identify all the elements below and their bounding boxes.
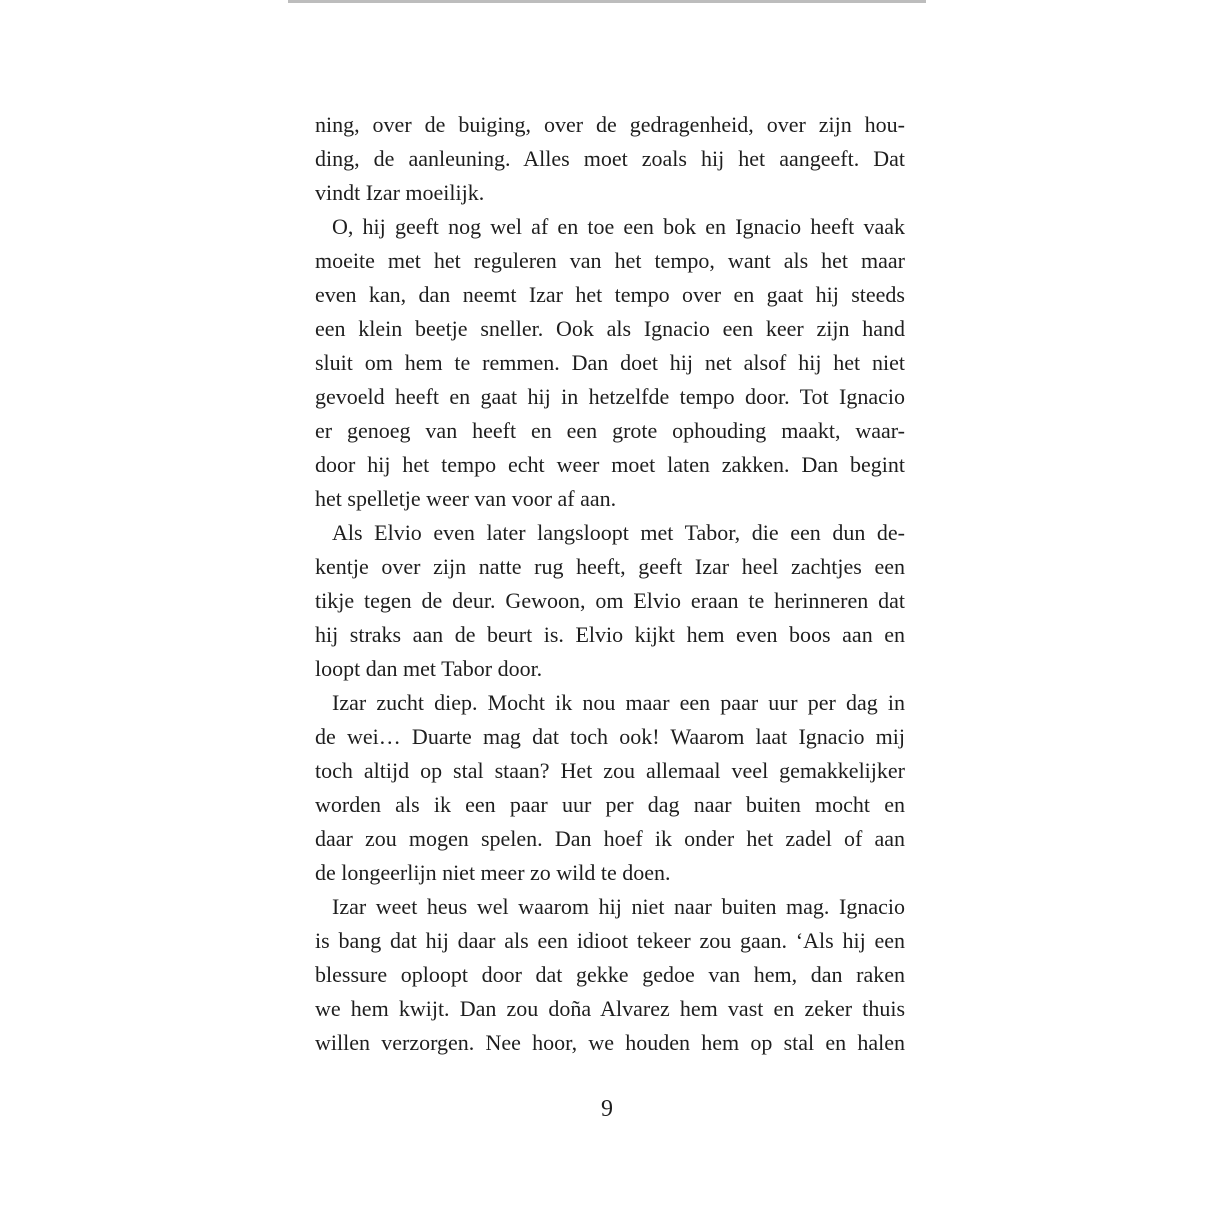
text-line: hij straks aan de beurt is. Elvio kijkt hem even boos aan en [315, 622, 905, 647]
text-line: toch altijd op stal staan? Het zou allemaal veel gemakkelijker [315, 758, 905, 783]
text-line: we hem kwijt. Dan zou doña Alvarez hem vast en zeker thuis [315, 996, 905, 1021]
text-line: is bang dat hij daar als een idioot tekeer zou gaan. ‘Als hij een [315, 928, 905, 953]
text-line: een klein beetje sneller. Ook als Ignacio een keer zijn hand [315, 316, 905, 341]
text-line: vindt Izar moeilijk. [315, 180, 485, 205]
text-line: loopt dan met Tabor door. [315, 656, 543, 681]
text-line: worden als ik een paar uur per dag naar buiten mocht en [315, 792, 905, 817]
text-line: kentje over zijn natte rug heeft, geeft Izar heel zachtjes een [315, 554, 905, 579]
text-line: de wei… Duarte mag dat toch ook! Waarom laat Ignacio mij [315, 724, 905, 749]
text-line: willen verzorgen. Nee hoor, we houden hem op stal en halen [315, 1030, 905, 1055]
text-line: er genoeg van heeft en een grote ophouding maakt, waar- [315, 418, 905, 443]
text-line: gevoeld heeft en gaat hij in hetzelfde tempo door. Tot Ignacio [315, 384, 905, 409]
page-number: 9 [601, 1096, 613, 1122]
text-line: tikje tegen de deur. Gewoon, om Elvio eraan te herinneren dat [315, 588, 905, 613]
text-line: Izar zucht diep. Mocht ik nou maar een paar uur per dag in [332, 690, 905, 715]
text-line: de longeerlijn niet meer zo wild te doen. [315, 860, 671, 885]
text-line: ding, de aanleuning. Alles moet zoals hij het aangeeft. Dat [315, 146, 905, 171]
text-line: O, hij geeft nog wel af en toe een bok en Ignacio heeft vaak [332, 214, 905, 239]
text-line: moeite met het reguleren van het tempo, want als het maar [315, 248, 905, 273]
text-line: Izar weet heus wel waarom hij niet naar buiten mag. Ignacio [332, 894, 905, 919]
text-line: door hij het tempo echt weer moet laten zakken. Dan begint [315, 452, 905, 477]
text-line: ning, over de buiging, over de gedragenheid, over zijn hou- [315, 112, 905, 137]
text-line: even kan, dan neemt Izar het tempo over en gaat hij steeds [315, 282, 905, 307]
text-line: het spelletje weer van voor af aan. [315, 486, 617, 511]
text-line: sluit om hem te remmen. Dan doet hij net alsof hij het niet [315, 350, 905, 375]
top-divider [288, 0, 926, 3]
text-line: daar zou mogen spelen. Dan hoef ik onder het zadel of aan [315, 826, 905, 851]
text-line: blessure oploopt door dat gekke gedoe van hem, dan raken [315, 962, 905, 987]
text-line: Als Elvio even later langsloopt met Tabor, die een dun de- [332, 520, 905, 545]
body-text [315, 108, 905, 1060]
